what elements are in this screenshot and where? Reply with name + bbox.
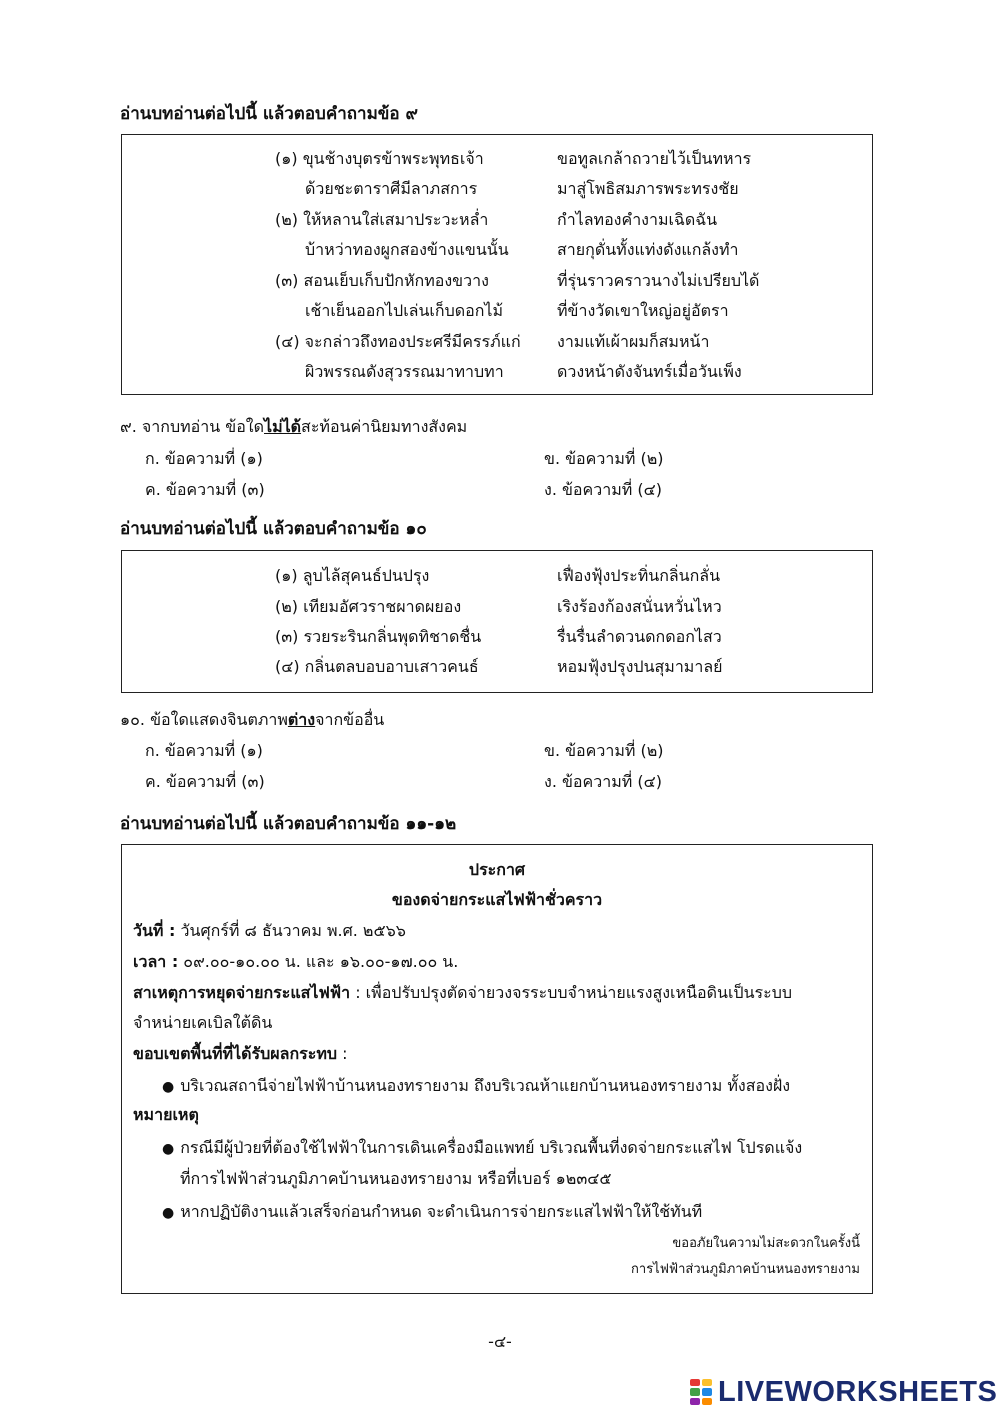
poem-line: เฟื่องฟุ้งประทิ่นกลิ่นกลั่น [557, 566, 721, 585]
poem-line: กำไลทองคำงามเฉิดฉัน [557, 210, 718, 229]
poem-line: เริงร้องก้องสนั่นหวั่นไหว [557, 597, 722, 616]
note-item: ● หากปฏิบัติงานแล้วเสร็จก่อนกำหนด จะดำเนินการจ่ายกระแสไฟฟ้าให้ใช้ทันที [162, 1200, 702, 1225]
poem-line: (๓) รวยระรินกลิ่นพุดทิชาดชื่น [275, 627, 482, 646]
question-9-emphasis: ไม่ได้ [264, 417, 302, 436]
poem-line: (๓) สอนเย็บเก็บปักหักทองขวาง [275, 271, 489, 290]
liveworksheets-logo [690, 1372, 997, 1412]
announcement-cause-cont: จำหน่ายเคเบิลใต้ดิน [133, 1013, 273, 1032]
brand-square [690, 1388, 700, 1395]
date-label: วันที่ : [133, 921, 176, 940]
note-item: ● กรณีมีผู้ป่วยที่ต้องใช้ไฟฟ้าในการเดินเครื่องมือแพทย์ บริเวณพื้นที่งดจ่ายกระแสไฟ โปรดแจ้ง [162, 1136, 802, 1161]
poem-line: สายกุดั่นทั้งแท่งดังแกล้งทำ [557, 240, 739, 259]
page-number: -๔- [488, 1332, 512, 1351]
area-colon: : [337, 1044, 348, 1063]
poem-line: ที่ข้างวัดเขาใหญ่อยู่อัตรา [557, 301, 729, 320]
poem-line: ผิวพรรณดังสุวรรณมาทาบทา [305, 362, 504, 381]
announcement-subtitle: ของดจ่ายกระแสไฟฟ้าชั่วคราว [391, 890, 603, 909]
poem-line: (๔) จะกล่าวถึงทองประศรีมีครรภ์แก่ [275, 332, 521, 351]
time-value: ๐๙.๐๐-๑๐.๐๐ น. และ ๑๖.๐๐-๑๗.๐๐ น. [178, 952, 459, 971]
announcement-date [133, 919, 406, 944]
brand-mark-icon [690, 1379, 712, 1405]
poem-line: เช้าเย็นออกไปเล่นเก็บดอกไม้ [305, 301, 504, 320]
announcement-title: ประกาศ [468, 860, 526, 879]
poem-line: (๒) เทียมอัศวราชผาดผยอง [275, 597, 462, 616]
note-label: หมายเหตุ [133, 1105, 199, 1124]
answer-option-a[interactable]: ก. ข้อความที่ (๑) [145, 449, 263, 468]
brand-square [690, 1379, 700, 1386]
answer-option-a[interactable]: ก. ข้อความที่ (๑) [145, 741, 263, 760]
announcement-box [121, 844, 873, 1294]
poem-line: (๔) กลิ่นตลบอบอาบเสาวคนธ์ [275, 657, 479, 676]
poem-line: รื่นรื่นลำดวนดกดอกไสว [557, 627, 722, 646]
poem-line: ที่รุ่นราวคราวนางไม่เปรียบได้ [557, 271, 760, 290]
question-10 [120, 708, 384, 733]
time-label: เวลา : [133, 952, 179, 971]
answer-option-b[interactable]: ข. ข้อความที่ (๒) [544, 449, 664, 468]
question-10-prefix: ๑๐. ข้อใดแสดงจินตภาพ [120, 710, 288, 729]
poem-line: มาสู่โพธิสมภารพระทรงชัย [557, 179, 739, 198]
brand-square [702, 1398, 712, 1405]
brand-square [702, 1388, 712, 1395]
poem-box-q10 [121, 550, 873, 693]
question-10-suffix: จากข้ออื่น [315, 710, 385, 729]
question-9 [120, 415, 467, 440]
poem-line: หอมฟุ้งปรุงปนสุมามาลย์ [557, 657, 723, 676]
area-label: ขอบเขตพื้นที่ที่ได้รับผลกระทบ [133, 1044, 338, 1063]
poem-line: ดวงหน้าดังจันทร์เมื่อวันเพ็ง [557, 362, 742, 381]
section-heading-q9: อ่านบทอ่านต่อไปนี้ แล้วตอบคำถามข้อ ๙ [120, 104, 419, 124]
poem-line: งามแท้เผ้าผมก็สมหน้า [557, 332, 710, 351]
apology-text: ขออภัยในความไม่สะดวกในครั้งนี้ [672, 1236, 860, 1251]
brand-square [690, 1398, 700, 1405]
brand-name: LIVEWORKSHEETS [718, 1375, 998, 1408]
poem-line: (๒) ให้หลานใส่เสมาประวะหล่ำ [275, 210, 489, 229]
announcement-cause [133, 981, 792, 1006]
poem-line: บ้าหว่าทองผูกสองข้างแขนนั้น [305, 240, 509, 259]
section-heading-q10: อ่านบทอ่านต่อไปนี้ แล้วตอบคำถามข้อ ๑๐ [120, 519, 427, 539]
poem-line: ขอทูลเกล้าถวายไว้เป็นทหาร [557, 149, 752, 168]
question-10-emphasis: ต่าง [287, 710, 316, 729]
answer-option-b[interactable]: ข. ข้อความที่ (๒) [544, 741, 664, 760]
cause-value: : เพื่อปรับปรุงตัดจ่ายวงจรระบบจำหน่ายแรงสูงเหนือดินเป็นระบบ [350, 983, 792, 1002]
note-item-cont: ที่การไฟฟ้าส่วนภูมิภาคบ้านหนองทรายงาม หรือที่เบอร์ ๑๒๓๔๕ [180, 1169, 612, 1188]
cause-label: สาเหตุการหยุดจ่ายกระแสไฟฟ้า [133, 983, 351, 1002]
date-value: วันศุกร์ที่ ๘ ธันวาคม พ.ศ. ๒๕๖๖ [175, 921, 406, 940]
answer-option-d[interactable]: ง. ข้อความที่ (๔) [544, 480, 662, 499]
answer-option-c[interactable]: ค. ข้อความที่ (๓) [145, 480, 265, 499]
poem-line: ด้วยชะตาราศีมีลาภสการ [305, 179, 478, 198]
announcement-area [133, 1042, 348, 1067]
section-heading-q11-12: อ่านบทอ่านต่อไปนี้ แล้วตอบคำถามข้อ ๑๑-๑๒ [120, 814, 457, 834]
brand-square [702, 1379, 712, 1386]
answer-option-c[interactable]: ค. ข้อความที่ (๓) [145, 772, 265, 791]
poem-line: (๑) ลูบไล้สุคนธ์ปนปรุง [275, 566, 430, 585]
signature-text: การไฟฟ้าส่วนภูมิภาคบ้านหนองทรายงาม [631, 1262, 860, 1277]
question-9-suffix: สะท้อนค่านิยมทางสังคม [301, 417, 468, 436]
announcement-time [133, 950, 458, 975]
poem-line: (๑) ขุนช้างบุตรข้าพระพุทธเจ้า [275, 149, 484, 168]
question-9-prefix: ๙. จากบทอ่าน ข้อใด [120, 417, 265, 436]
answer-option-d[interactable]: ง. ข้อความที่ (๔) [544, 772, 662, 791]
poem-box-q9 [121, 134, 873, 395]
area-item: ● บริเวณสถานีจ่ายไฟฟ้าบ้านหนองทรายงาม ถึงบริเวณห้าแยกบ้านหนองทรายงาม ทั้งสองฝั่ง [162, 1074, 790, 1099]
